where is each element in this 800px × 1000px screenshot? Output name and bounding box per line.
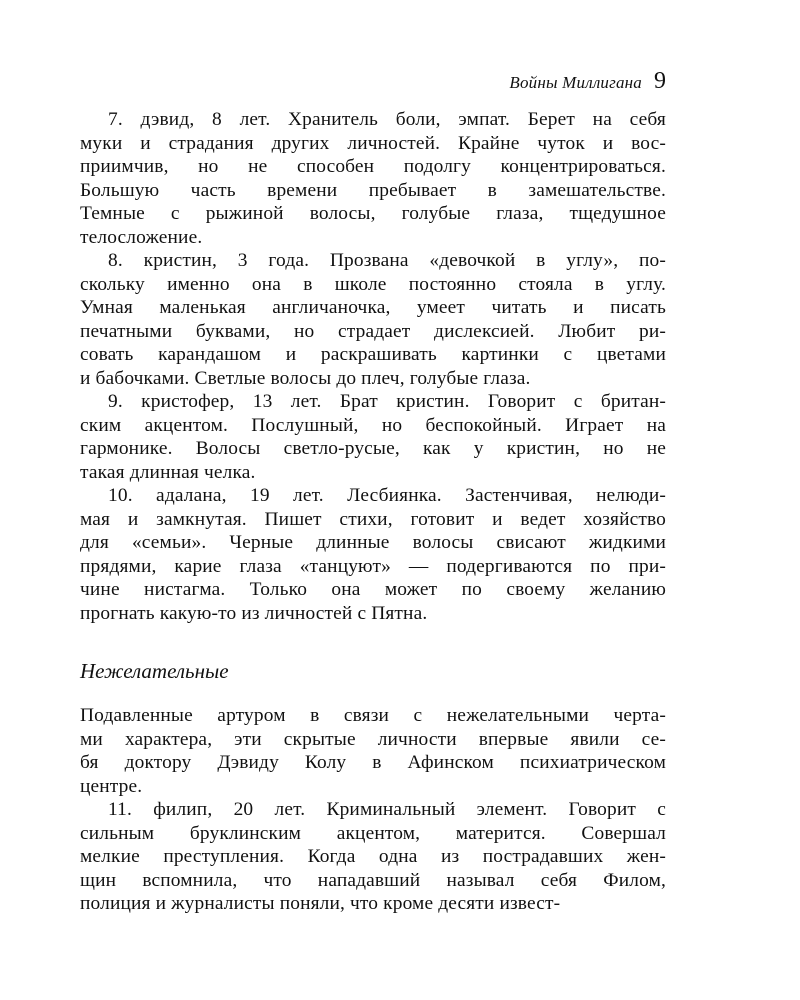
text-line: 9. кристофер, 13 лет. Брат кристин. Говорит с британ- [108,391,666,412]
running-head-title: Войны Миллигана [509,73,642,92]
running-head [80,68,666,95]
text-line: совать карандашом и раскрашивать картинки с цветами [80,344,666,365]
text-line: 10. адалана, 19 лет. Лесбиянка. Застенчивая, нелюди- [108,485,666,506]
text-line: печатными буквами, но страдает дислексией. Любит ри- [80,320,666,342]
paragraph-group-top [80,108,666,625]
text-line: Подавленные артуром в связи с нежелательными черта- [80,705,666,726]
paragraph [80,108,666,249]
text-line: Умная маленькая англичаночка, умеет читать и писать [80,297,666,318]
text-line: сильным бруклинским акцентом, матерится. Совершал [80,822,666,844]
page-number: 9 [654,68,666,94]
text-line: ским акцентом. Послушный, но беспокойный. Играет на [80,414,666,436]
page-content [80,108,666,916]
paragraph [80,704,666,798]
text-line: приимчив, но не способен подолгу концентрироваться. [80,156,666,177]
text-line: телосложение. [80,226,203,248]
text-line: прогнать какую-то из личностей с Пятна. [80,602,428,624]
text-line: 11. филип, 20 лет. Криминальный элемент. Говорит с [108,799,666,820]
text-line: прядями, карие глаза «танцуют» — подергиваются по при- [80,555,666,577]
text-line: центре. [80,775,143,797]
text-line: скольку именно она в школе постоянно стояла в углу. [80,273,666,295]
text-line: чине нистагма. Только она может по своему желанию [80,579,666,600]
text-line: 7. дэвид, 8 лет. Хранитель боли, эмпат. Берет на себя [108,109,666,130]
text-line: полиция и журналисты поняли, что кроме десяти извест- [80,893,561,914]
text-line: Большую часть времени пребывает в замешательстве. [80,179,666,201]
section-heading: Нежелательные [80,659,229,683]
text-line: мая и замкнутая. Пишет стихи, готовит и ведет хозяйство [80,508,666,530]
paragraph [80,249,666,390]
text-line: для «семьи». Черные длинные волосы свисают жидкими [80,532,666,553]
text-line: гармонике. Волосы светло-русые, как у кристин, но не [80,438,666,459]
text-line: бя доктору Дэвиду Колу в Афинском психиатрическом [80,752,666,773]
paragraph [80,390,666,484]
text-line: Темные с рыжиной волосы, голубые глаза, тщедушное [80,203,666,224]
text-line: такая длинная челка. [80,461,256,483]
paragraph-group-bottom [80,704,666,916]
text-line: щин вспомнила, что нападавший называл себя Филом, [80,869,666,891]
paragraph [80,798,666,916]
text-line: мелкие преступления. Когда одна из пострадавших жен- [80,846,666,867]
text-line: муки и страдания других личностей. Крайне чуток и вос- [80,132,666,154]
paragraph [80,484,666,625]
text-line: и бабочками. Светлые волосы до плеч, голубые глаза. [80,367,531,389]
text-line: ми характера, эти скрытые личности впервые явили се- [80,728,666,750]
text-line: 8. кристин, 3 года. Прозвана «девочкой в углу», по- [108,250,666,271]
